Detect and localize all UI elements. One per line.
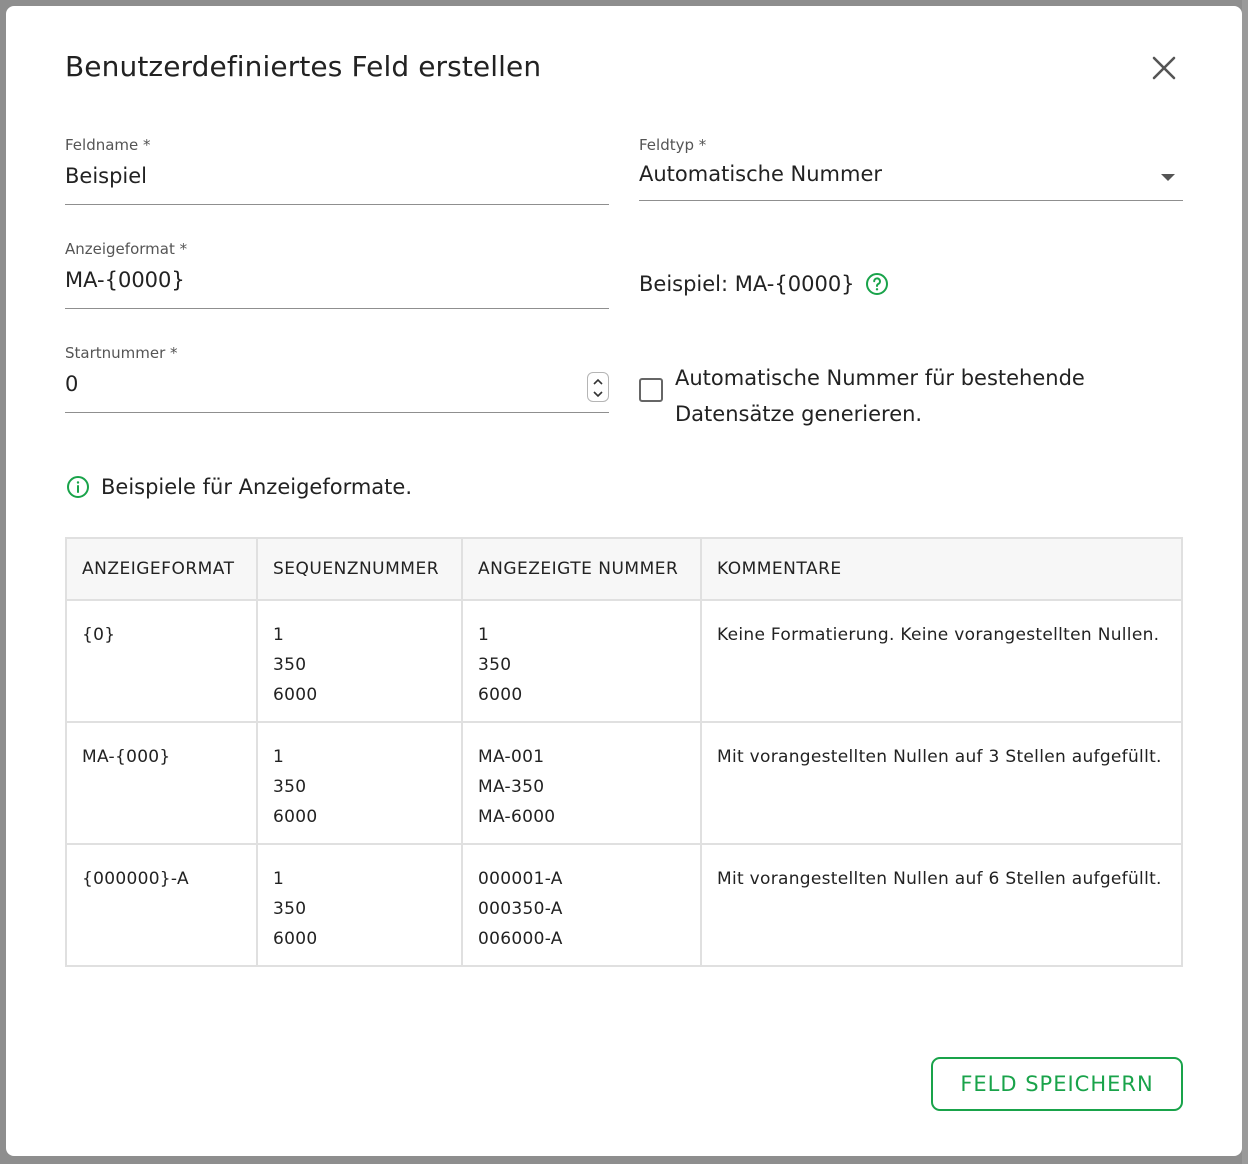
displayed-value: 1: [478, 625, 490, 645]
table-header-row: [66, 538, 1182, 600]
table-row: [66, 722, 1182, 844]
field-name-input[interactable]: [65, 136, 609, 206]
sequence-value: 1: [273, 747, 285, 767]
sequence-value: 6000: [273, 685, 318, 705]
displayed-value: MA-001: [478, 747, 545, 767]
sequence-value: 6000: [273, 807, 318, 827]
backdrop: [1242, 0, 1248, 1164]
help-icon[interactable]: [865, 272, 889, 296]
start-number-input[interactable]: [65, 344, 609, 414]
example-preview-text: Beispiel: MA-{0000}: [639, 272, 855, 296]
number-stepper[interactable]: [587, 372, 609, 402]
cell-displayed: [462, 844, 701, 966]
table-row: [66, 600, 1182, 722]
column-header-displayed: ANGEZEIGTE NUMMER: [462, 538, 701, 600]
generate-existing-label[interactable]: Automatische Nummer für bestehende Datensätze generieren.: [675, 366, 1085, 426]
cell-displayed: [462, 722, 701, 844]
field-type-value[interactable]: Automatische Nummer: [639, 162, 883, 186]
displayed-value: MA-350: [478, 777, 545, 797]
column-header-sequence: SEQUENZNUMMER: [257, 538, 462, 600]
display-format-value[interactable]: MA-{0000}: [65, 268, 185, 292]
stepper-down-icon[interactable]: [588, 387, 608, 401]
info-icon: [66, 475, 90, 499]
field-type-select[interactable]: [639, 136, 1183, 202]
chevron-down-icon[interactable]: [1161, 174, 1175, 181]
generate-existing-checkbox[interactable]: [639, 378, 663, 402]
stepper-up-icon[interactable]: [588, 374, 608, 388]
column-header-comments: KOMMENTARE: [701, 538, 1182, 600]
field-name-value[interactable]: Beispiel: [65, 164, 148, 188]
displayed-value: 000001-A: [478, 869, 563, 889]
cell-sequence: [257, 600, 462, 722]
sequence-value: 350: [273, 655, 307, 675]
cell-comment: Keine Formatierung. Keine vorangestellten Nullen.: [701, 600, 1182, 722]
sequence-value: 350: [273, 777, 307, 797]
sequence-value: 1: [273, 869, 285, 889]
cell-displayed: [462, 600, 701, 722]
close-button[interactable]: [1148, 52, 1180, 84]
start-number-label: Startnummer *: [65, 344, 178, 362]
displayed-value: 6000: [478, 685, 523, 705]
cell-format: {000000}-A: [66, 844, 257, 966]
displayed-value: 000350-A: [478, 899, 563, 919]
format-examples-table: [65, 537, 1183, 967]
cell-format: {0}: [66, 600, 257, 722]
format-examples-info: [66, 475, 412, 499]
cell-sequence: [257, 722, 462, 844]
display-format-underline: [65, 308, 609, 309]
displayed-value: MA-6000: [478, 807, 556, 827]
field-name-label: Feldname *: [65, 136, 151, 154]
field-name-underline: [65, 204, 609, 205]
display-format-label: Anzeigeformat *: [65, 240, 188, 258]
sequence-value: 350: [273, 899, 307, 919]
info-text: Beispiele für Anzeigeformate.: [101, 475, 412, 499]
display-format-input[interactable]: [65, 240, 609, 310]
cell-sequence: [257, 844, 462, 966]
sequence-value: 1: [273, 625, 285, 645]
cell-format: MA-{000}: [66, 722, 257, 844]
table-row: [66, 844, 1182, 966]
close-icon: [1148, 52, 1180, 84]
create-custom-field-dialog: [6, 6, 1242, 1156]
displayed-value: 350: [478, 655, 512, 675]
sequence-value: 6000: [273, 929, 318, 949]
field-type-underline: [639, 200, 1183, 201]
dialog-title: Benutzerdefiniertes Feld erstellen: [65, 50, 542, 83]
save-field-button[interactable]: FELD SPEICHERN: [931, 1057, 1183, 1111]
displayed-value: 006000-A: [478, 929, 563, 949]
column-header-format: ANZEIGEFORMAT: [66, 538, 257, 600]
cell-comment: Mit vorangestellten Nullen auf 3 Stellen aufgefüllt.: [701, 722, 1182, 844]
example-preview: [639, 272, 889, 296]
field-type-label: Feldtyp *: [639, 136, 707, 154]
start-number-value[interactable]: 0: [65, 372, 79, 396]
cell-comment: Mit vorangestellten Nullen auf 6 Stellen aufgefüllt.: [701, 844, 1182, 966]
start-number-underline: [65, 412, 609, 413]
